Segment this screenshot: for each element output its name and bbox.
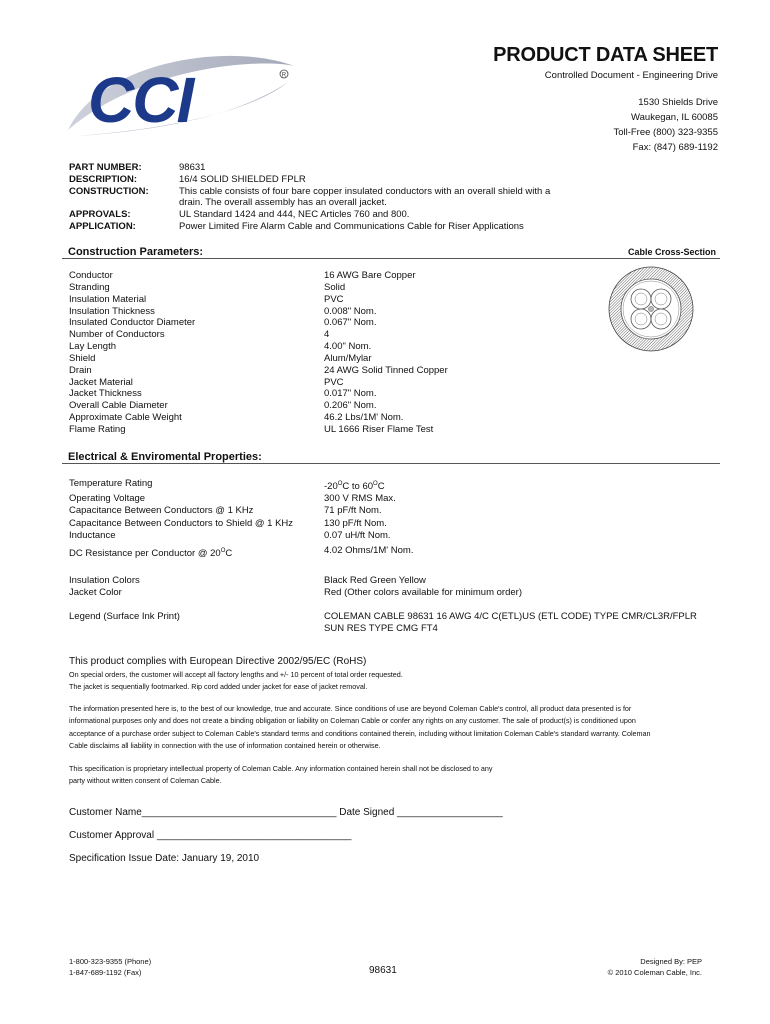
special-order-note: On special orders, the customer will accept all factory lengths and +/- 10 percent of total order requested. The jacket is sequentially footmarked. Rip cord added under jacket for ease of jacket removal. [69,670,403,691]
legend-print [69,611,729,635]
table-row: Operating Voltage 300 V RMS Max. [69,493,396,505]
customer-name-line: Customer Name___________________________________ Date Signed ___________________ [69,807,503,818]
table-row: Jacket Thickness 0.017" Nom. [69,388,377,400]
electrical-section-title: Electrical & Enviromental Properties: [68,451,262,463]
issue-date: Specification Issue Date: January 19, 2010 [69,853,260,864]
cable-cross-section-image [607,265,695,353]
footer-part-number: 98631 [369,965,397,976]
table-row: Number of Conductors 4 [69,329,330,341]
address-tollfree: Toll-Free (800) 323-9355 [613,127,718,138]
electrical-section-header [62,452,720,464]
customer-approval-line: Customer Approval ___________________________________ [69,830,352,841]
table-row: Jacket Color Red (Other colors available for minimum order) [69,587,522,599]
page-title: PRODUCT DATA SHEET [493,44,718,66]
table-row: Jacket Material PVC [69,376,344,388]
disclaimer-text: The information presented here is, to the best of our knowledge, true and accurate. Since conditions of use are beyond Coleman Cable's control, all product data presented is for informational purposes only and does not create a binding obligation or liability on Coleman Cable or confer any rights on any customer. The sale of product(s) is conditioned upon acceptance of a purchase order subject to Coleman Cable's standard terms and conditions contained therein, including without limitation Coleman Cable's standard warranty. Coleman Cable disclaims all liability in connection with the use of information contained herein or otherwise. [69,704,651,750]
table-row: DC Resistance per Conductor @ $20^OC$ 4.02 Ohms/1M' Nom. [69,545,414,560]
temperature-value: $-20^OC$ to $60^OC$ [324,481,385,492]
cci-logo [62,48,302,144]
construction-value-2: drain. The overall assembly has an overall jacket. [179,197,387,209]
legend-value-2: SUN RES TYPE CMG FT4 [324,623,438,635]
table-row: Insulation Colors Black Red Green Yellow [69,575,426,586]
table-row: Insulation Thickness 0.008" Nom. [69,305,377,317]
rohs-statement: This product complies with European Directive 2002/95/EC (RoHS) [69,656,367,667]
application-value: Power Limited Fire Alarm Cable and Communications Cable for Riser Applications [179,220,524,232]
footer-copyright: © 2010 Coleman Cable, Inc. [607,967,702,977]
construction-section-header [62,247,720,259]
proprietary-notice: This specification is proprietary intellectual property of Coleman Cable. Any information contained herein shall not be disclosed to any party without written consent of Coleman Cable. [69,764,493,786]
table-row: Conductor 16 AWG Bare Copper [69,270,416,281]
legend-value-1: COLEMAN CABLE 98631 16 AWG 4/C C(ETL)US (ETL CODE) TYPE CMR/CL3R/FPLR [324,611,697,622]
address-street: 1530 Shields Drive [638,97,718,108]
approvals-value: UL Standard 1424 and 444, NEC Articles 760 and 800. [179,209,410,221]
table-row: Flame Rating UL 1666 Riser Flame Test [69,423,434,435]
construction-label: CONSTRUCTION: [69,185,149,197]
construction-table [69,270,489,436]
document-subtitle: Controlled Document - Engineering Drive [544,70,718,81]
construction-value-1: This cable consists of four bare copper insulated conductors with an overall shield with a [179,185,551,197]
part-number-label: PART NUMBER: [69,162,142,173]
address-city: Waukegan, IL 60085 [631,112,718,123]
part-info [69,162,629,233]
electrical-table [69,478,489,560]
footer-designed-by: Designed By: PEP [640,957,702,966]
table-row: Drain 24 AWG Solid Tinned Copper [69,364,448,376]
description-value: 16/4 SOLID SHIELDED FPLR [179,173,306,185]
table-row: Temperature Rating $-20^OC$ to $60^OC$ [69,478,489,493]
table-row: Approximate Cable Weight 46.2 Lbs/1M' Nom. [69,412,404,424]
table-row: Capacitance Between Conductors to Shield @ 1 KHz 130 pF/ft Nom. [69,517,387,529]
cross-section-label: Cable Cross-Section [627,247,716,257]
colors-table [69,575,729,599]
legend-label: Legend (Surface Ink Print) [69,611,180,622]
table-row: Insulation Material PVC [69,293,344,305]
application-label: APPLICATION: [69,220,136,232]
footer-credits [608,957,702,978]
footer-phone: 1-800-323-9355 (Phone) [69,957,152,966]
table-row: Insulated Conductor Diameter 0.067" Nom. [69,317,377,329]
address-fax: Fax: (847) 689-1192 [632,142,718,153]
table-row: Stranding Solid [69,281,346,293]
part-number-value: 98631 [179,162,206,173]
table-row: Shield Alum/Mylar [69,352,372,364]
company-address [613,95,718,155]
table-row: Overall Cable Diameter 0.206" Nom. [69,400,377,412]
table-row: Inductance 0.07 uH/ft Nom. [69,529,391,541]
footer-fax: 1-847-689-1192 (Fax) [69,967,142,977]
dc-resistance-name: DC Resistance per Conductor @ $20^OC$ [69,548,233,560]
svg-text:CCI: CCI [88,64,193,136]
description-label: DESCRIPTION: [69,173,138,185]
approvals-label: APPROVALS: [69,209,131,221]
table-row: Capacitance Between Conductors @ 1 KHz 71 pF/ft Nom. [69,505,382,517]
footer-contact [69,957,151,978]
construction-section-title: Construction Parameters: [68,246,204,258]
table-row: Lay Length 4.00" Nom. [69,341,372,353]
svg-text:R: R [281,72,287,79]
